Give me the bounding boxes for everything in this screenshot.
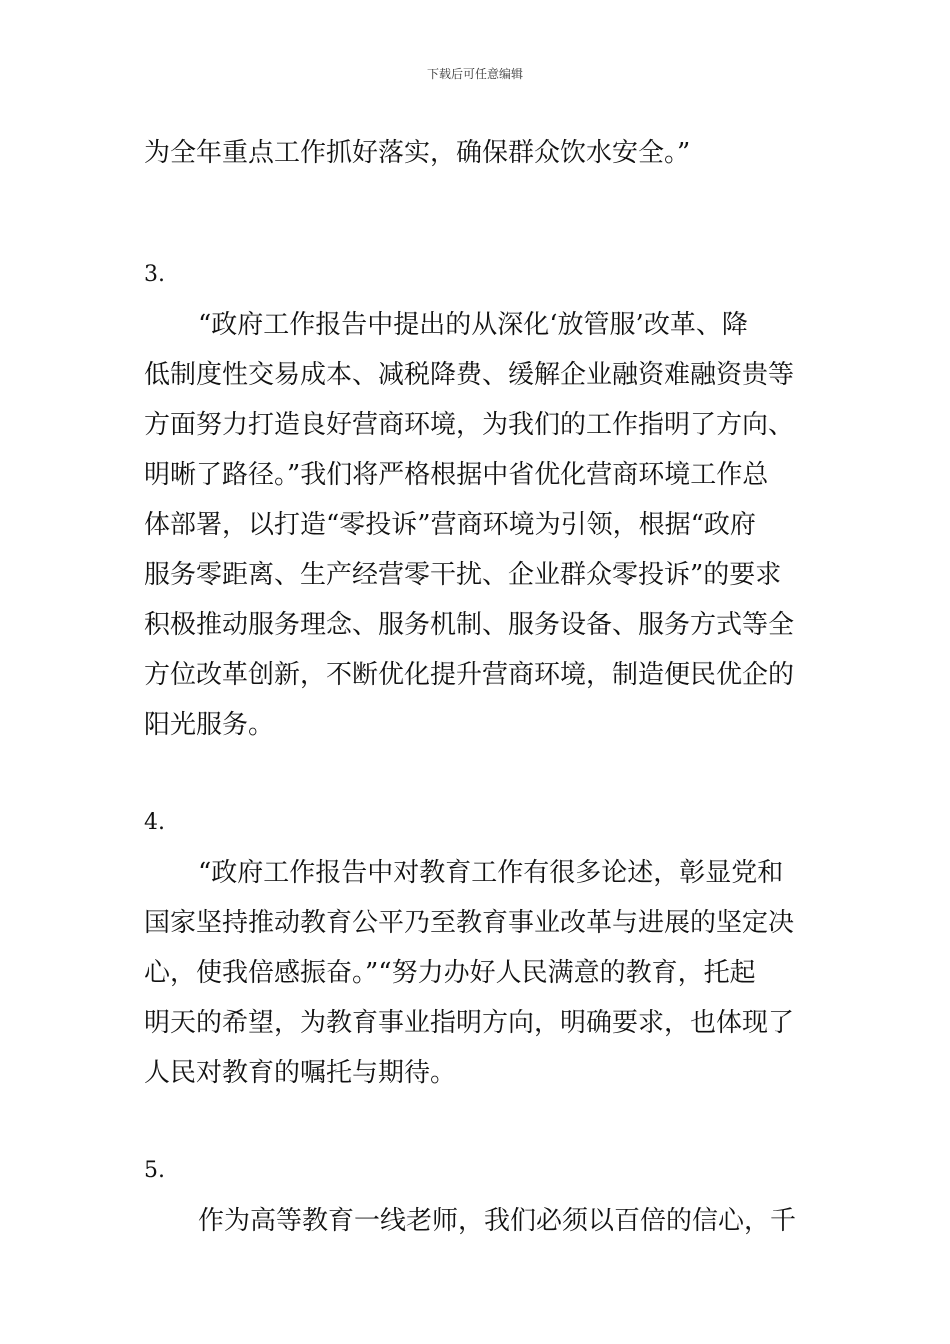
text-line: “政府工作报告中提出的从深化‘放管服’改革、降 bbox=[198, 310, 748, 340]
paragraph-section-5 bbox=[144, 1196, 812, 1246]
text-line: 方面努力打造良好营商环境，为我们的工作指明了方向、 bbox=[144, 410, 795, 440]
section-number-4: 4. bbox=[144, 810, 165, 835]
text-line: 作为高等教育一线老师，我们必须以百倍的信心，千 bbox=[198, 1206, 797, 1236]
text-line: 阳光服务。 bbox=[144, 710, 275, 740]
body-text bbox=[144, 128, 812, 1246]
paragraph-continuation bbox=[144, 128, 812, 178]
text-line: 为全年重点工作抓好落实，确保群众饮水安全。” bbox=[144, 138, 691, 168]
text-line: 服务零距离、生产经营零干扰、企业群众零投诉”的要求 bbox=[144, 560, 782, 590]
section-number-3: 3. bbox=[144, 262, 165, 287]
text-line: 明天的希望，为教育事业指明方向，明确要求，也体现了 bbox=[144, 1008, 795, 1038]
text-line: 人民对教育的嘱托与期待。 bbox=[144, 1058, 457, 1088]
text-line: 体部署，以打造“零投诉”营商环境为引领，根据“政府 bbox=[144, 510, 756, 540]
text-line: 方位改革创新，不断优化提升营商环境，制造便民优企的 bbox=[144, 660, 795, 690]
section-number-5: 5. bbox=[144, 1158, 165, 1183]
text-line: 国家坚持推动教育公平乃至教育事业改革与进展的坚定决 bbox=[144, 908, 795, 938]
header-note: 下载后可任意编辑 bbox=[426, 67, 523, 81]
text-line: “政府工作报告中对教育工作有很多论述，彰显党和 bbox=[198, 858, 784, 888]
text-line: 低制度性交易成本、减税降费、缓解企业融资难融资贵等 bbox=[144, 360, 795, 390]
text-line: 积极推动服务理念、服务机制、服务设备、服务方式等全 bbox=[144, 610, 795, 640]
paragraph-section-4 bbox=[144, 848, 812, 1098]
paragraph-section-3 bbox=[144, 300, 812, 750]
text-line: 心，使我倍感振奋。”“努力办好人民满意的教育，托起 bbox=[144, 958, 756, 988]
text-line: 明晰了路径。”我们将严格根据中省优化营商环境工作总 bbox=[144, 460, 769, 490]
